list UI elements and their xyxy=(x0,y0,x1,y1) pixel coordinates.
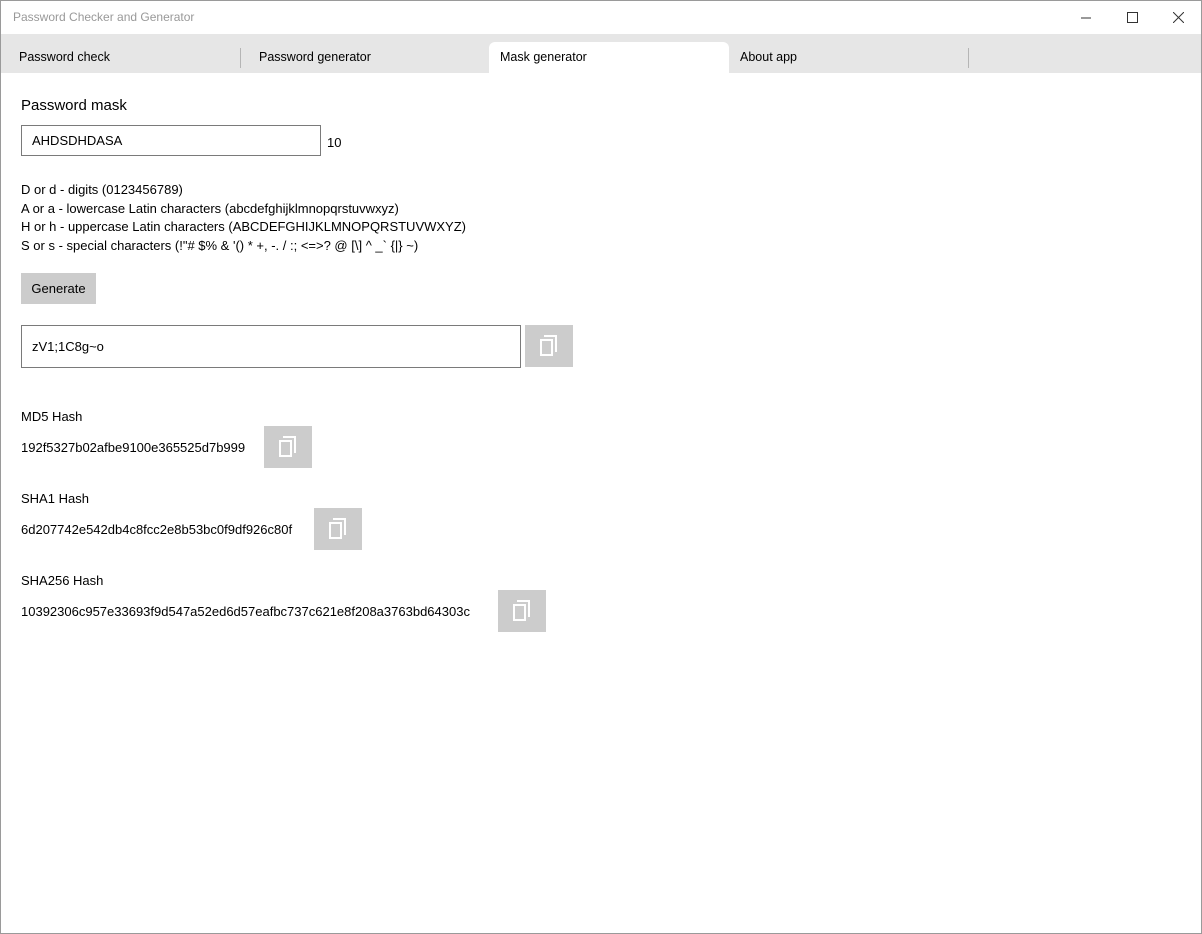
copy-sha256-button[interactable] xyxy=(498,590,546,632)
generate-button[interactable]: Generate xyxy=(21,273,96,304)
maximize-icon xyxy=(1127,12,1138,23)
copy-md5-button[interactable] xyxy=(264,426,312,468)
mask-input[interactable] xyxy=(21,125,321,156)
generated-password-field[interactable] xyxy=(21,325,521,368)
mask-length: 10 xyxy=(327,135,342,150)
tab-label: Mask generator xyxy=(500,50,587,64)
tab-bar xyxy=(1,34,1201,73)
copy-password-button[interactable] xyxy=(525,325,573,367)
sha256-hash-label: SHA256 Hash xyxy=(21,573,104,588)
copy-icon xyxy=(278,436,298,458)
mask-legend xyxy=(21,181,466,255)
minimize-icon xyxy=(1081,13,1091,23)
close-icon xyxy=(1173,12,1184,23)
copy-icon xyxy=(539,335,559,357)
legend-digits: D or d - digits (0123456789) xyxy=(21,182,183,197)
copy-icon xyxy=(512,600,532,622)
copy-sha1-button[interactable] xyxy=(314,508,362,550)
close-button[interactable] xyxy=(1155,1,1201,34)
sha1-hash-value: 6d207742e542db4c8fcc2e8b53bc0f9df926c80f xyxy=(21,522,293,537)
maximize-button[interactable] xyxy=(1109,1,1155,34)
md5-hash-label: MD5 Hash xyxy=(21,409,83,424)
window-title: Password Checker and Generator xyxy=(13,10,195,24)
tab-label: Password check xyxy=(19,50,111,64)
legend-uppercase: H or h - uppercase Latin characters (ABCDEFGHIJKLMNOPQRSTUVWXYZ) xyxy=(21,219,467,234)
password-mask-heading: Password mask xyxy=(21,97,127,114)
tab-password-check[interactable] xyxy=(1,42,241,73)
copy-icon xyxy=(328,518,348,540)
minimize-button[interactable] xyxy=(1063,1,1109,34)
sha1-hash-label: SHA1 Hash xyxy=(21,491,89,506)
title-bar xyxy=(1,1,1201,34)
tab-mask-generator[interactable] xyxy=(489,42,729,73)
tab-password-generator[interactable] xyxy=(241,42,481,73)
legend-special: S or s - special characters (!"# $% & '() * +, -. / :; <=>? @ [\] ^ _` {|} ~) xyxy=(21,237,419,253)
sha256-hash-value: 10392306c957e33693f9d547a52ed6d57eafbc737c621e8f208a3763bd64303c xyxy=(21,604,470,619)
tab-about-app[interactable] xyxy=(722,42,962,73)
md5-hash-value: 192f5327b02afbe9100e365525d7b999 xyxy=(21,440,246,455)
tab-separator xyxy=(968,48,969,68)
legend-lowercase: A or a - lowercase Latin characters (abcdefghijklmnopqrstuvwxyz) xyxy=(21,200,399,216)
tab-label: Password generator xyxy=(259,50,371,64)
tab-label: About app xyxy=(740,50,797,64)
